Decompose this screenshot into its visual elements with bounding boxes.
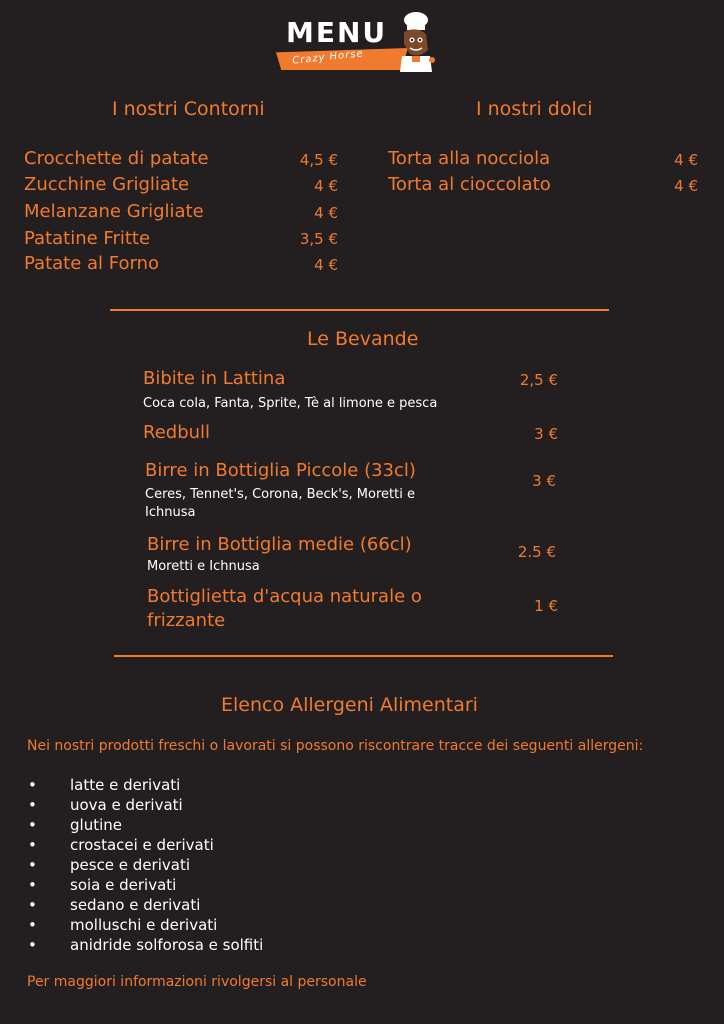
bullet: •	[28, 776, 37, 794]
bevande-item-price: 3 €	[532, 472, 556, 490]
contorni-item-name: Melanzane Grigliate	[24, 201, 204, 222]
allergen-label: sedano e derivati	[70, 896, 201, 914]
bevande-item-name: Bottiglietta d'acqua naturale o frizzante	[147, 586, 422, 631]
bevande-item-price: 2,5 €	[519, 371, 558, 389]
bevande-item-name: Birre in Bottiglia medie (66cl)	[147, 534, 412, 555]
contorni-item-price: 4 €	[314, 204, 338, 222]
bullet: •	[28, 876, 37, 894]
bullet: •	[28, 836, 37, 854]
allergeni-intro: Nei nostri prodotti freschi o lavorati si possono riscontrare tracce dei seguenti allergeni:	[27, 738, 644, 754]
bullet: •	[28, 816, 37, 834]
divider	[110, 309, 609, 311]
allergen-label: latte e derivati	[70, 776, 181, 794]
contorni-item-price: 4 €	[314, 177, 338, 195]
contorni-item-price: 3,5 €	[299, 230, 338, 248]
bevande-item-desc: Ceres, Tennet's, Corona, Beck's, Moretti e Ichnusa	[145, 487, 415, 520]
allergen-label: crostacei e derivati	[70, 836, 214, 854]
bullet: •	[28, 856, 37, 874]
contorni-item-name: Patate al Forno	[24, 253, 159, 274]
contorni-item-price: 4,5 €	[299, 151, 338, 169]
contorni-item-name: Crocchette di patate	[24, 148, 209, 169]
dolci-item-price: 4 €	[674, 177, 698, 195]
logo-title: MENU	[286, 16, 388, 49]
allergen-label: uova e derivati	[70, 796, 183, 814]
dolci-item-name: Torta alla nocciola	[388, 148, 551, 169]
bevande-item-name: Birre in Bottiglia Piccole (33cl)	[145, 460, 416, 481]
allergeni-title: Elenco Allergeni Alimentari	[221, 694, 478, 716]
allergen-label: glutine	[70, 816, 122, 834]
bullet: •	[28, 916, 37, 934]
bullet: •	[28, 936, 37, 954]
dolci-item-name: Torta al cioccolato	[388, 174, 551, 195]
bullet: •	[28, 896, 37, 914]
bevande-item-price: 2.5 €	[517, 543, 556, 561]
menu-logo	[270, 10, 440, 78]
bevande-item-desc: Coca cola, Fanta, Sprite, Tè al limone e pesca	[143, 396, 438, 411]
allergen-label: soia e derivati	[70, 876, 177, 894]
contorni-item-price: 4 €	[314, 256, 338, 274]
divider	[114, 655, 613, 657]
contorni-title: I nostri Contorni	[112, 98, 265, 120]
bevande-item-price: 3 €	[534, 425, 558, 443]
allergen-label: molluschi e derivati	[70, 916, 218, 934]
bevande-item-name: Redbull	[143, 422, 211, 443]
chef-horse-icon	[392, 10, 438, 74]
dolci-title: I nostri dolci	[476, 98, 593, 120]
logo-subtitle: Crazy Horse	[291, 48, 365, 67]
bullet: •	[28, 796, 37, 814]
allergeni-footer: Per maggiori informazioni rivolgersi al personale	[27, 974, 367, 990]
contorni-item-name: Zucchine Grigliate	[24, 174, 190, 195]
bevande-item-price: 1 €	[534, 597, 558, 615]
allergen-label: pesce e derivati	[70, 856, 191, 874]
bevande-item-desc: Moretti e Ichnusa	[147, 559, 260, 574]
dolci-item-price: 4 €	[674, 151, 698, 169]
allergen-label: anidride solforosa e solfiti	[70, 936, 264, 954]
bevande-title: Le Bevande	[307, 328, 419, 350]
bevande-item-name: Bibite in Lattina	[143, 368, 286, 389]
contorni-item-name: Patatine Fritte	[24, 228, 151, 249]
